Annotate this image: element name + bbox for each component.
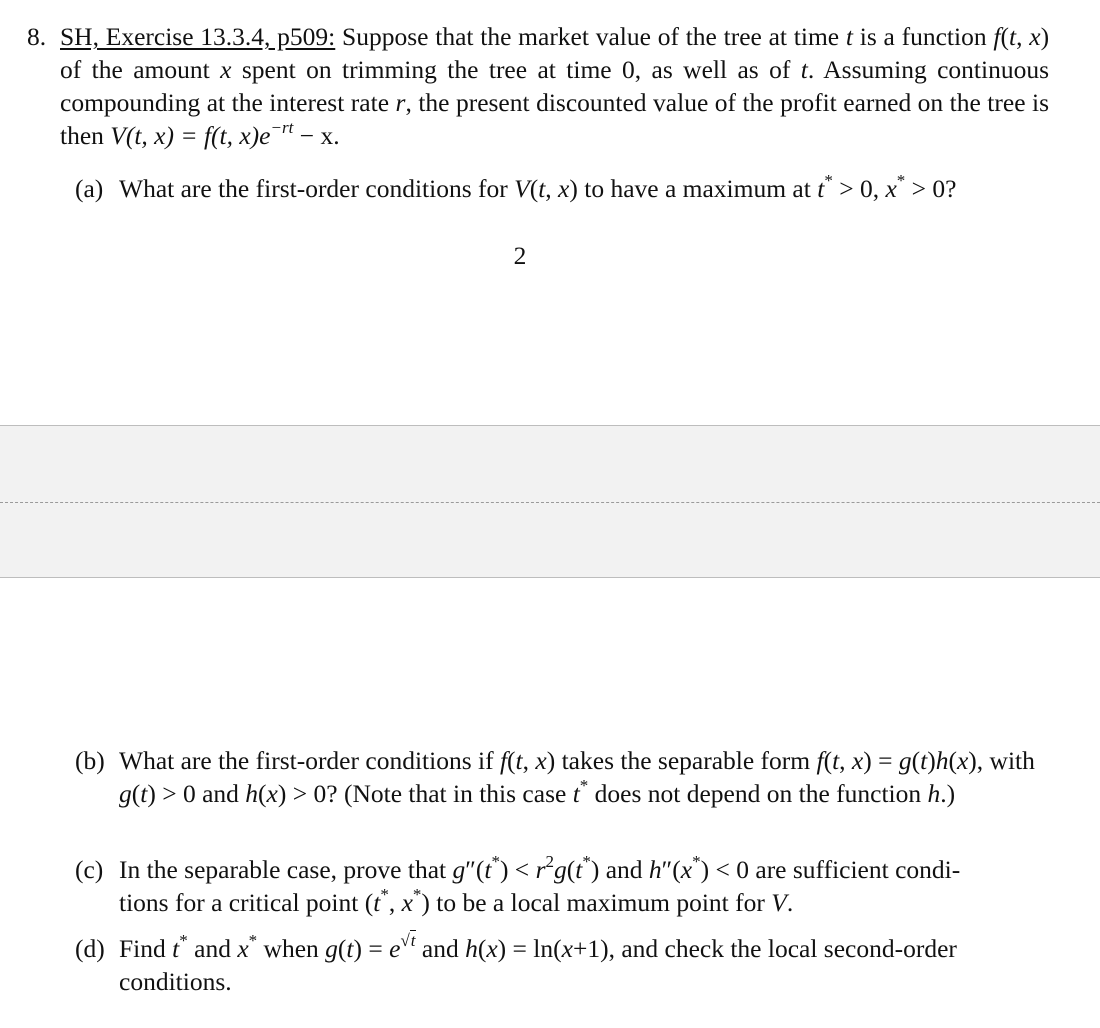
part-text: Find t* and x* when $g(t) = e^{√t}$ and h(x) = ln(x+1), and check the local second-order conditions. (119, 930, 957, 996)
part-label: (b) (75, 746, 105, 775)
part-label: (a) (75, 174, 104, 203)
math-var: x (220, 55, 232, 84)
statement-text: , the present discounted value of the profit earned on the tree is then (60, 88, 1050, 150)
statement-text: Suppose that the market value of the tree at time (342, 22, 840, 51)
statement-text: . Assuming continuous compounding at the interest rate (60, 55, 1050, 117)
problem-8 (27, 20, 1049, 152)
page-break (0, 425, 1100, 578)
part-label: (c) (75, 855, 104, 884)
math-var: r (395, 88, 406, 117)
math-var: t (845, 22, 853, 51)
part-c (75, 853, 1050, 919)
statement-text: spent on trimming the tree at time 0, as well as of (241, 55, 791, 84)
problem-number: 8. (27, 22, 47, 51)
part-d (75, 932, 1050, 998)
part-text: What are the first-order conditions for V(t, x) to have a maximum at t* > 0, x* > 0? (119, 170, 957, 203)
problem-statement: SH, Exercise 13.3.4, p509: Suppose that the market value of the tree at time t is a function f(t, x) of the amount x spent on trimming the tree at time 0, as well as of t. Assuming continuous compounding at the interest rate r, the present discounted value of the profit earned on the tree is then V(t, x) = f(t, $x)e^{-rt} - x$. (60, 22, 1050, 150)
statement-text: of the amount (60, 55, 210, 84)
equation-V: V(t, x) = f(t, $x)e^{-rt} - x$. (110, 117, 340, 150)
part-label: (d) (75, 934, 105, 963)
statement-text: is a function (859, 22, 987, 51)
math-func: f (993, 22, 1001, 51)
exercise-reference: SH, Exercise 13.3.4, p509: (60, 22, 336, 51)
part-text: In the separable case, prove that $g''(t^*) < r^2g(t^*)$ and h″(x*) < 0 are sufficient condi- tions for a critical point (t*, x*) to be a local maximum point for V. (119, 851, 961, 917)
part-a (75, 172, 1050, 205)
page-number: 2 (513, 241, 527, 270)
part-b (75, 744, 1050, 810)
part-text: What are the first-order conditions if f(t, x) takes the separable form f(t, x) = g(t)h(x), with g(t) > 0 and h(x) > 0? (Note that in this case t* does not depend on the function h.) (119, 746, 1035, 808)
page-break-divider (0, 502, 1100, 503)
